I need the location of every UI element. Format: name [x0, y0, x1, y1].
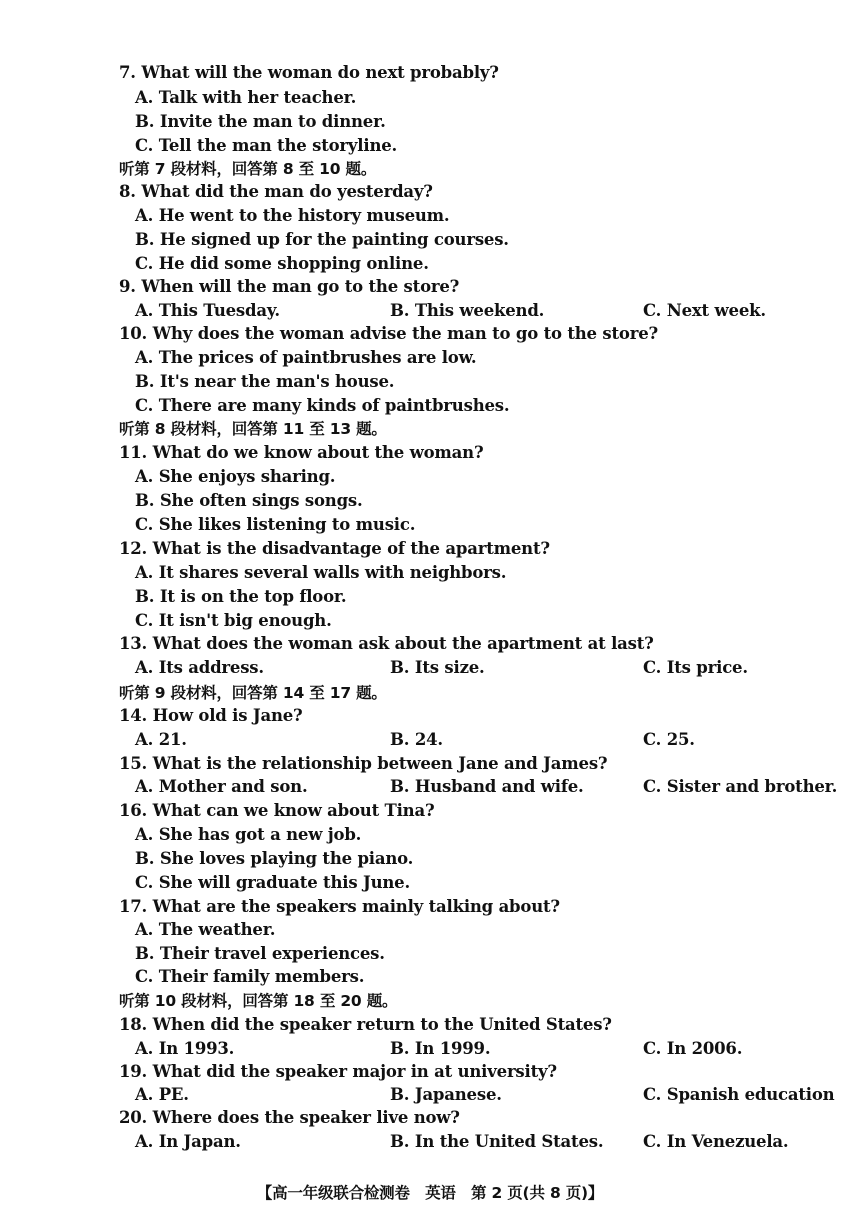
question-9-option-c: C. Next week.	[643, 301, 766, 320]
question-18-option-a: A. In 1993.	[135, 1039, 235, 1058]
question-10-option-a: A. The prices of paintbrushes are low.	[135, 348, 477, 367]
question-18-option-c: C. In 2006.	[643, 1039, 743, 1058]
question-7-option-a: A. Talk with her teacher.	[135, 88, 357, 107]
question-7-option-c: C. Tell the man the storyline.	[135, 136, 398, 155]
question-13-option-b: B. Its size.	[390, 658, 485, 677]
question-18-option-b: B. In 1999.	[390, 1039, 491, 1058]
question-20-stem: 20. Where does the speaker live now?	[119, 1108, 460, 1127]
section-header-7: 听第 7 段材料，回答第 8 至 10 题。	[119, 160, 377, 178]
question-19-option-a: A. PE.	[135, 1085, 189, 1104]
question-14-option-a: A. 21.	[135, 730, 187, 749]
question-16-option-c: C. She will graduate this June.	[135, 873, 411, 892]
question-8-option-b: B. He signed up for the painting courses.	[135, 230, 509, 249]
question-8-option-a: A. He went to the history museum.	[135, 206, 450, 225]
question-19-option-c: C. Spanish education	[643, 1085, 835, 1104]
section-header-8: 听第 8 段材料，回答第 11 至 13 题。	[119, 420, 387, 438]
question-19-option-b: B. Japanese.	[390, 1085, 502, 1104]
question-17-option-c: C. Their family members.	[135, 967, 365, 986]
question-20-option-c: C. In Venezuela.	[643, 1132, 789, 1151]
page-footer: 【高一年级联合检测卷 英语 第 2 页(共 8 页)】	[256, 1184, 604, 1202]
section-header-10: 听第 10 段材料，回答第 18 至 20 题。	[119, 992, 398, 1010]
question-15-option-a: A. Mother and son.	[135, 777, 308, 796]
question-18-stem: 18. When did the speaker return to the United States?	[119, 1015, 612, 1034]
question-17-stem: 17. What are the speakers mainly talking about?	[119, 897, 560, 916]
question-13-option-c: C. Its price.	[643, 658, 748, 677]
question-20-option-b: B. In the United States.	[390, 1132, 604, 1151]
question-19-stem: 19. What did the speaker major in at university?	[119, 1062, 557, 1081]
question-12-option-c: C. It isn't big enough.	[135, 611, 332, 630]
question-8-option-c: C. He did some shopping online.	[135, 254, 429, 273]
question-12-stem: 12. What is the disadvantage of the apartment?	[119, 539, 550, 558]
question-10-stem: 10. Why does the woman advise the man to go to the store?	[119, 324, 658, 343]
question-14-option-c: C. 25.	[643, 730, 695, 749]
question-9-option-a: A. This Tuesday.	[135, 301, 280, 320]
question-15-stem: 15. What is the relationship between Jane and James?	[119, 754, 608, 773]
question-8-stem: 8. What did the man do yesterday?	[119, 182, 433, 201]
question-20-option-a: A. In Japan.	[135, 1132, 241, 1151]
question-14-stem: 14. How old is Jane?	[119, 706, 303, 725]
question-16-option-a: A. She has got a new job.	[135, 825, 362, 844]
question-10-option-b: B. It's near the man's house.	[135, 372, 395, 391]
question-16-stem: 16. What can we know about Tina?	[119, 801, 435, 820]
question-13-option-a: A. Its address.	[135, 658, 264, 677]
question-11-option-c: C. She likes listening to music.	[135, 515, 416, 534]
question-7-stem: 7. What will the woman do next probably?	[119, 63, 499, 82]
question-14-option-b: B. 24.	[390, 730, 443, 749]
question-16-option-b: B. She loves playing the piano.	[135, 849, 414, 868]
question-17-option-a: A. The weather.	[135, 920, 276, 939]
question-9-option-b: B. This weekend.	[390, 301, 545, 320]
question-17-option-b: B. Their travel experiences.	[135, 944, 385, 963]
question-12-option-b: B. It is on the top floor.	[135, 587, 347, 606]
question-11-stem: 11. What do we know about the woman?	[119, 443, 484, 462]
question-11-option-a: A. She enjoys sharing.	[135, 467, 336, 486]
question-10-option-c: C. There are many kinds of paintbrushes.	[135, 396, 510, 415]
question-13-stem: 13. What does the woman ask about the apartment at last?	[119, 634, 654, 653]
question-12-option-a: A. It shares several walls with neighbors.	[135, 563, 507, 582]
question-9-stem: 9. When will the man go to the store?	[119, 277, 460, 296]
question-15-option-c: C. Sister and brother.	[643, 777, 838, 796]
question-15-option-b: B. Husband and wife.	[390, 777, 584, 796]
question-11-option-b: B. She often sings songs.	[135, 491, 363, 510]
section-header-9: 听第 9 段材料，回答第 14 至 17 题。	[119, 684, 387, 702]
question-7-option-b: B. Invite the man to dinner.	[135, 112, 386, 131]
